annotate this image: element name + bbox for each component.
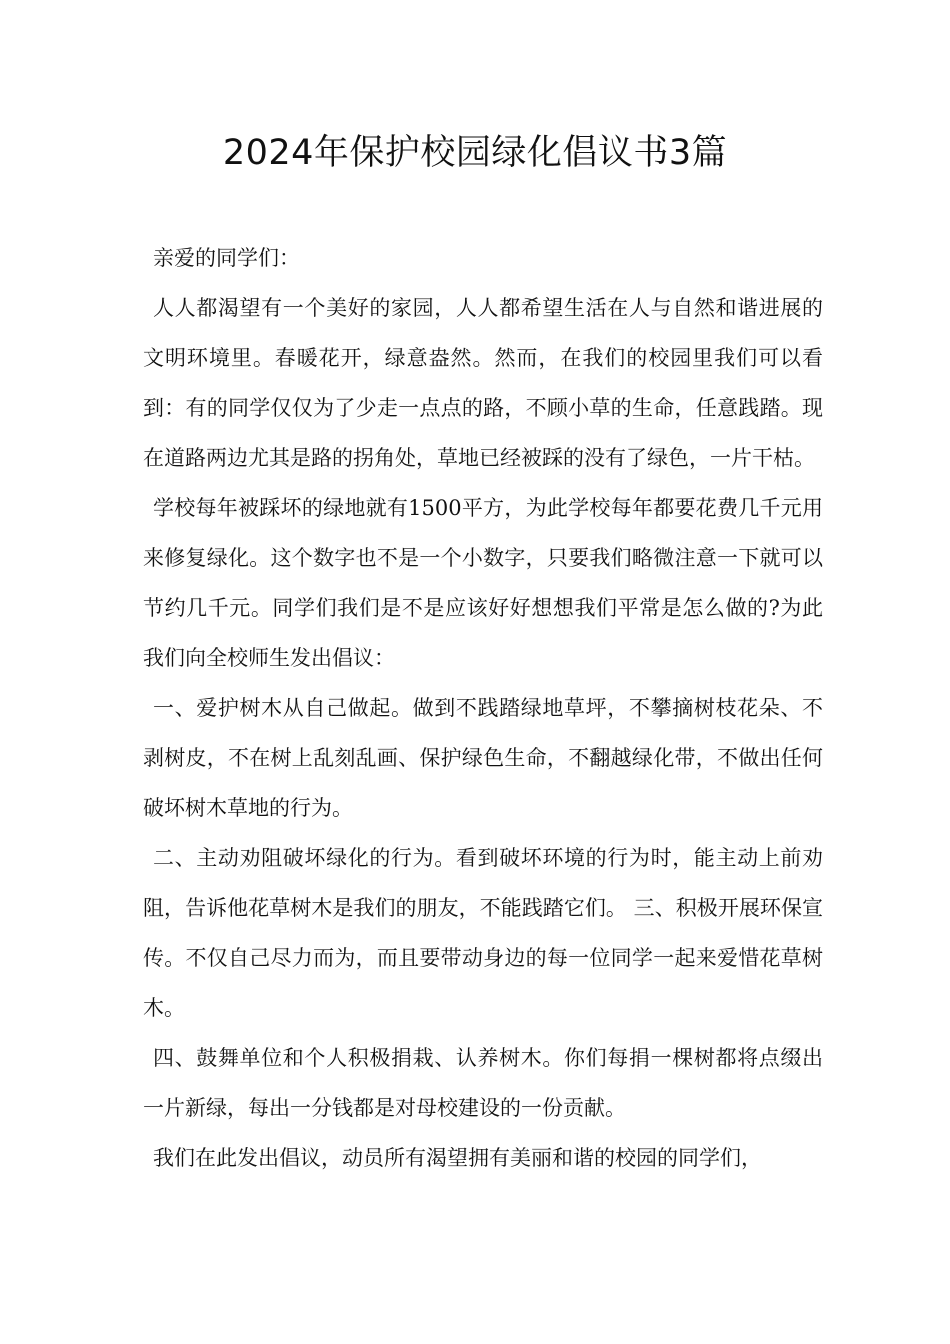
paragraph-item-2-3: 二、主动劝阻破坏绿化的行为。看到破坏环境的行为时，能主动上前劝阻，告诉他花草树木是我们的朋友，不能践踏它们。 三、积极开展环保宣传。不仅自己尽力而为，而且要带动身边的每一位同学一起来爱惜花草树木。 <box>143 846 823 1020</box>
paragraph-item-4: 四、鼓舞单位和个人积极捐栽、认养树木。你们每捐一棵树都将点缀出一片新绿，每出一分钱都是对母校建设的一份贡献。 <box>143 1046 823 1120</box>
paragraph-item-1: 一、爱护树木从自己做起。做到不践踏绿地草坪，不攀摘树枝花朵、不剥树皮，不在树上乱刻乱画、保护绿色生命，不翻越绿化带，不做出任何破坏树木草地的行为。 <box>143 696 823 820</box>
paragraph-closing: 我们在此发出倡议，动员所有渴望拥有美丽和谐的校园的同学们， <box>153 1146 762 1170</box>
document-body <box>143 233 823 1183</box>
paragraph-intro: 人人都渴望有一个美好的家园，人人都希望生活在人与自然和谐进展的文明环境里。春暖花开，绿意盎然。然而，在我们的校园里我们可以看到：有的同学仅仅为了少走一点点的路，不顾小草的生命，任意践踏。现在道路两边尤其是路的拐角处，草地已经被踩的没有了绿色，一片干枯。 <box>143 296 823 470</box>
salutation: 亲爱的同学们： <box>153 246 300 270</box>
document-title: 2024年保护校园绿化倡议书3篇 <box>222 133 728 173</box>
paragraph-cost: 学校每年被踩坏的绿地就有1500平方，为此学校每年都要花费几千元用来修复绿化。这个数字也不是一个小数字，只要我们略微注意一下就可以节约几千元。同学们我们是不是应该好好想想我们平常是怎么做的?为此我们向全校师生发出倡议： <box>143 496 823 670</box>
